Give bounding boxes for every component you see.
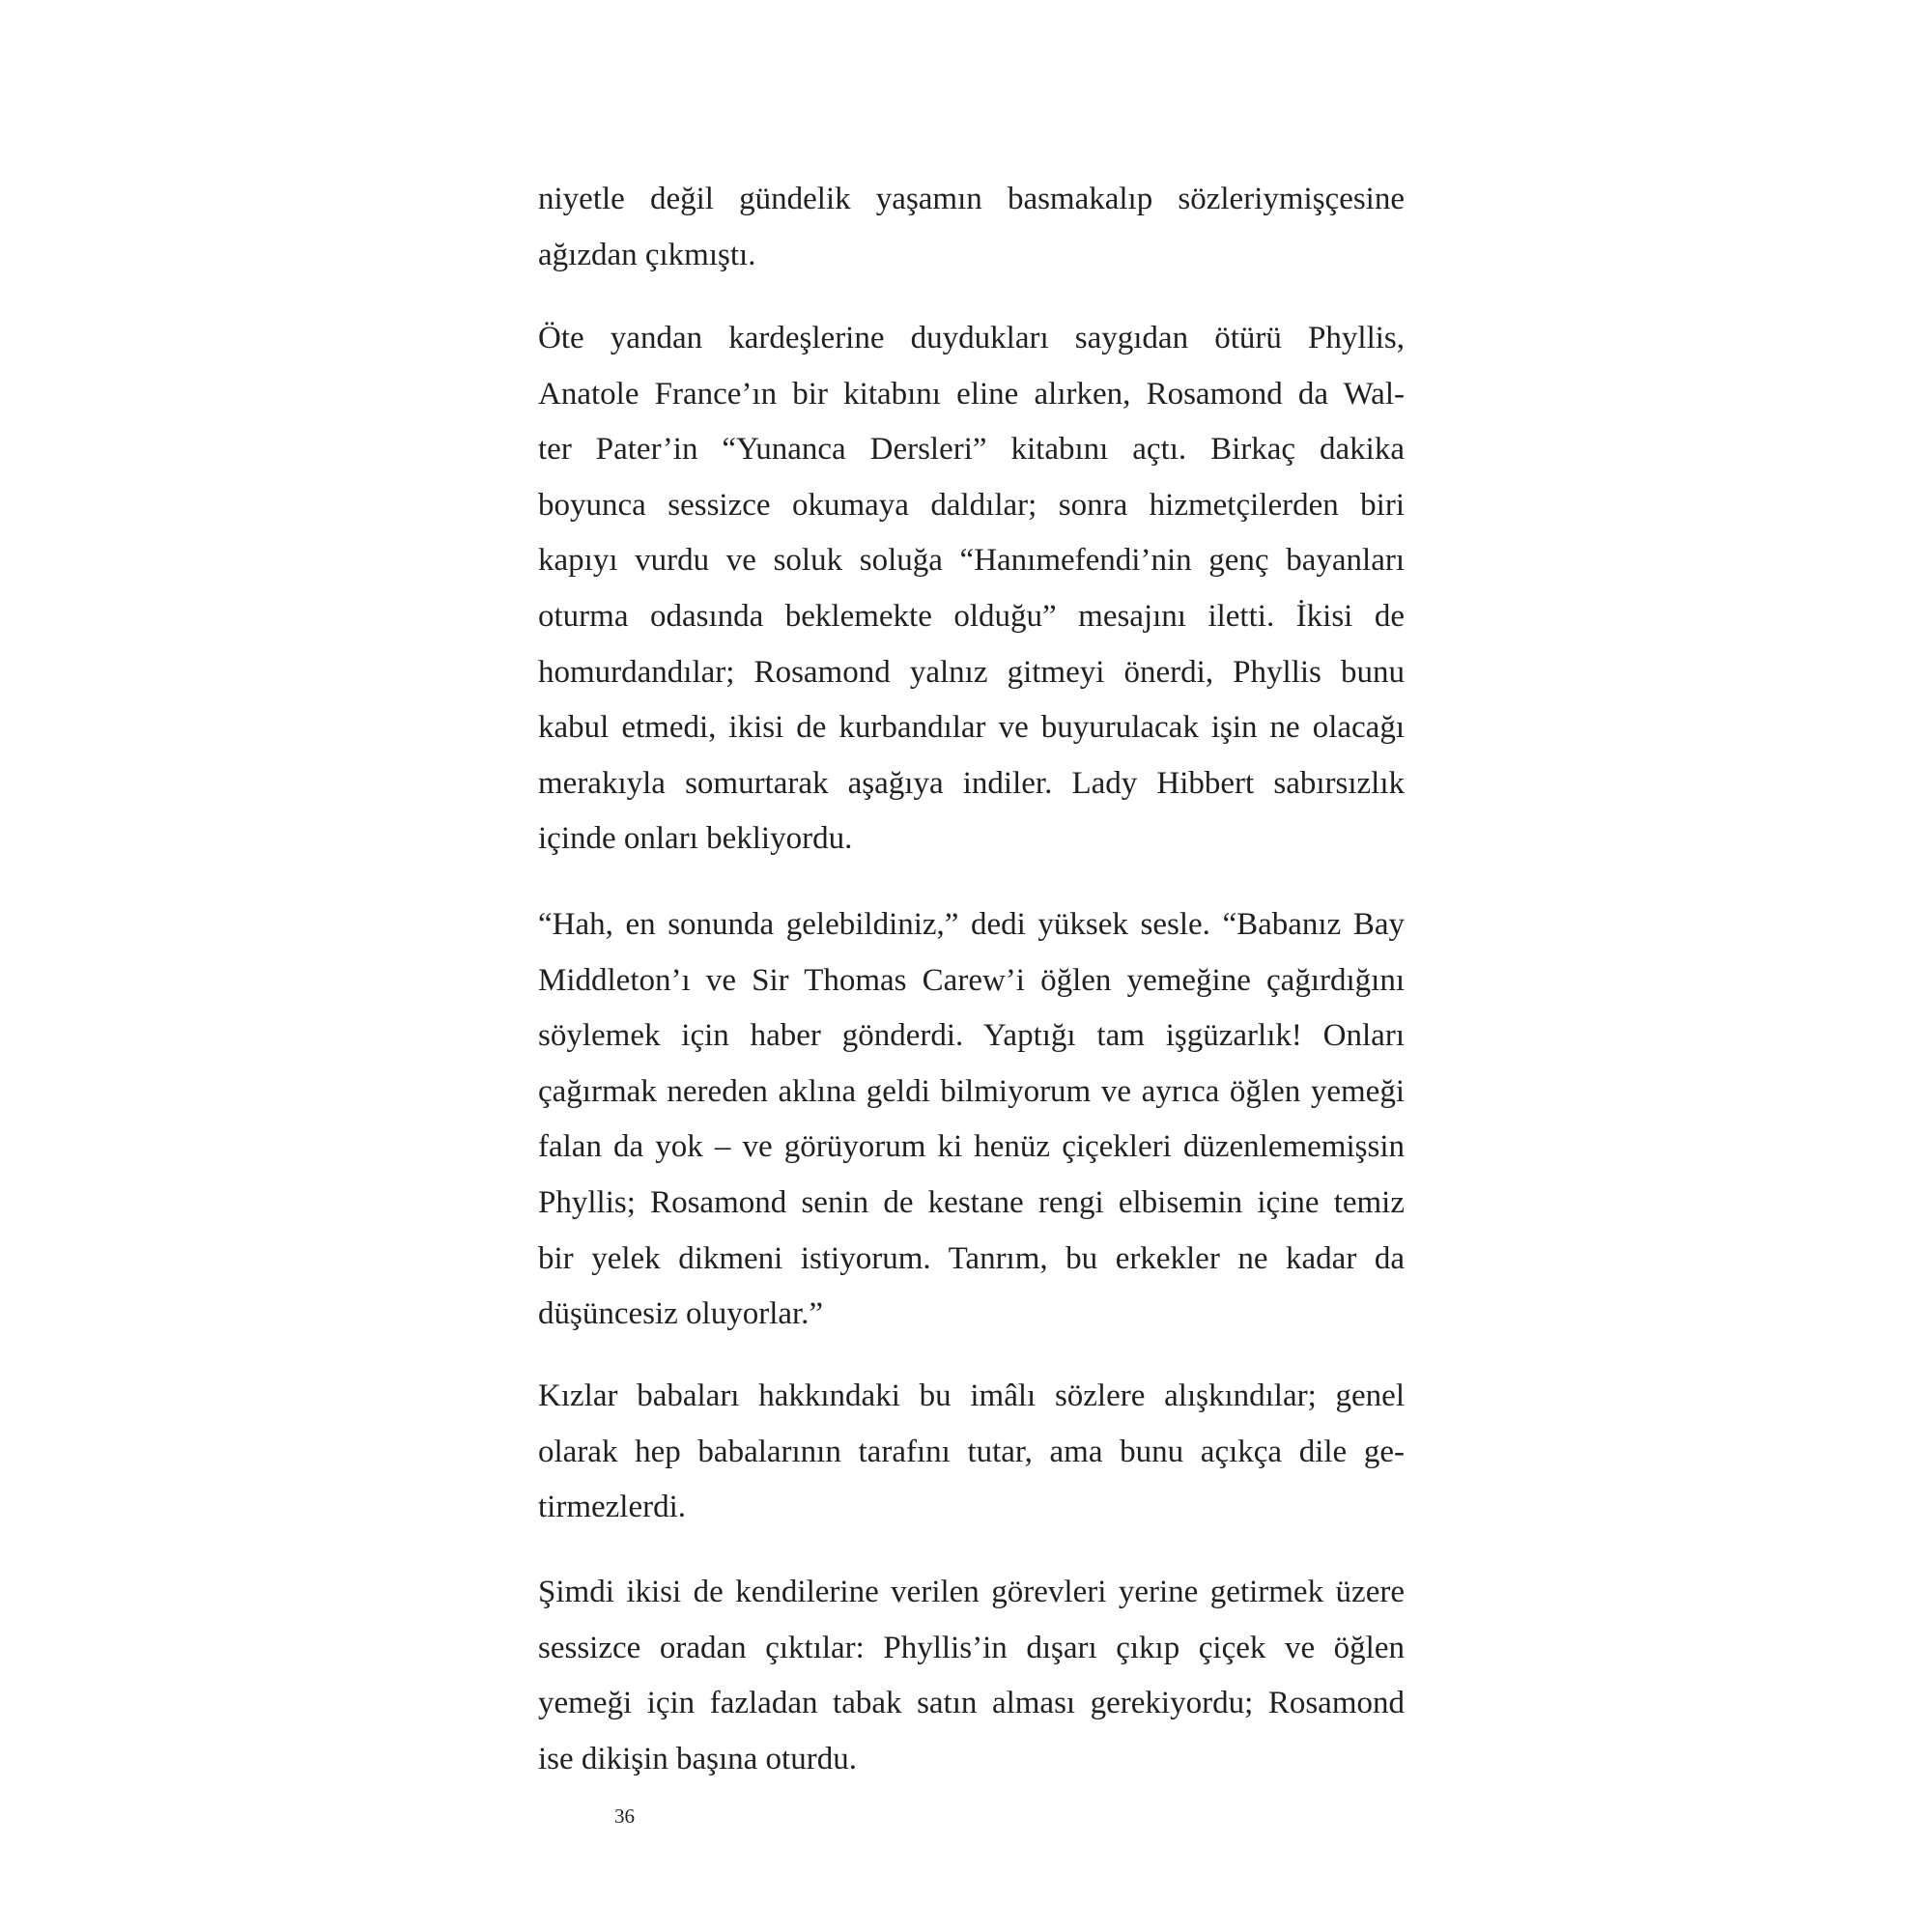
text-line: Kızlar babaları hakkındaki bu imâlı sözlere alışkındılar; genel: [538, 1378, 1405, 1413]
text-line: ter Pater’in “Yunanca Dersleri” kitabını açtı. Birkaç dakika: [538, 432, 1405, 468]
text-line: ağızdan çıkmıştı.: [538, 237, 756, 272]
text-line: söylemek için haber gönderdi. Yaptığı tam işgüzarlık! Onları: [538, 1018, 1405, 1054]
text-line: düşüncesiz oluyorlar.”: [538, 1296, 824, 1332]
text-line: merakıyla somurtarak aşağıya indiler. Lady Hibbert sabırsızlık: [538, 765, 1405, 801]
text-line: bir yelek dikmeni istiyorum. Tanrım, bu erkekler ne kadar da: [538, 1240, 1405, 1276]
text-line: “Hah, en sonunda gelebildiniz,” dedi yüksek sesle. “Babanız Bay: [538, 907, 1405, 942]
paragraph-4: [538, 1369, 1405, 1536]
text-line: olarak hep babalarının tarafını tutar, ama bunu açıkça dile ge-: [538, 1434, 1405, 1469]
text-line: çağırmak nereden aklına geldi bilmiyorum ve ayrıca öğlen yemeği: [538, 1073, 1405, 1109]
text-line: yemeği için fazladan tabak satın alması gerekiyordu; Rosamond: [538, 1686, 1405, 1721]
paragraph-2: [538, 311, 1405, 867]
text-line: içinde onları bekliyordu.: [538, 821, 853, 857]
text-line: homurdandılar; Rosamond yalnız gitmeyi önerdi, Phyllis bunu: [538, 654, 1405, 690]
text-line: tirmezlerdi.: [538, 1490, 687, 1525]
text-line: ise dikişin başına oturdu.: [538, 1741, 857, 1776]
page-number: 36: [614, 1804, 635, 1828]
paragraph-5: [538, 1565, 1405, 1787]
text-line: kabul etmedi, ikisi de kurbandılar ve buyurulacak işin ne olacağı: [538, 710, 1405, 746]
paragraph-3: [538, 897, 1405, 1343]
text-line: Phyllis; Rosamond senin de kestane rengi elbisemin içine temiz: [538, 1184, 1405, 1220]
text-line: kapıyı vurdu ve soluk soluğa “Hanımefendi’nin genç bayanları: [538, 543, 1405, 579]
text-line: Anatole France’ın bir kitabını eline alırken, Rosamond da Wal-: [538, 376, 1405, 412]
text-line: falan da yok – ve görüyorum ki henüz çiçekleri düzenlememişsin: [538, 1129, 1405, 1165]
text-line: Şimdi ikisi de kendilerine verilen görevleri yerine getirmek üzere: [538, 1575, 1405, 1609]
text-line: niyetle değil gündelik yaşamın basmakalıp sözleriymişçesine: [538, 182, 1405, 216]
text-line: sessizce oradan çıktılar: Phyllis’in dışarı çıkıp çiçek ve öğlen: [538, 1630, 1405, 1665]
text-line: boyunca sessizce okumaya daldılar; sonra hizmetçilerden biri: [538, 487, 1405, 523]
text-line: Öte yandan kardeşlerine duydukları saygıdan ötürü Phyllis,: [538, 321, 1405, 355]
text-line: oturma odasında beklemekte olduğu” mesajını iletti. İkisi de: [538, 598, 1405, 634]
paragraph-1: [538, 172, 1405, 283]
text-line: Middleton’ı ve Sir Thomas Carew’i öğlen yemeğine çağırdığını: [538, 962, 1405, 998]
